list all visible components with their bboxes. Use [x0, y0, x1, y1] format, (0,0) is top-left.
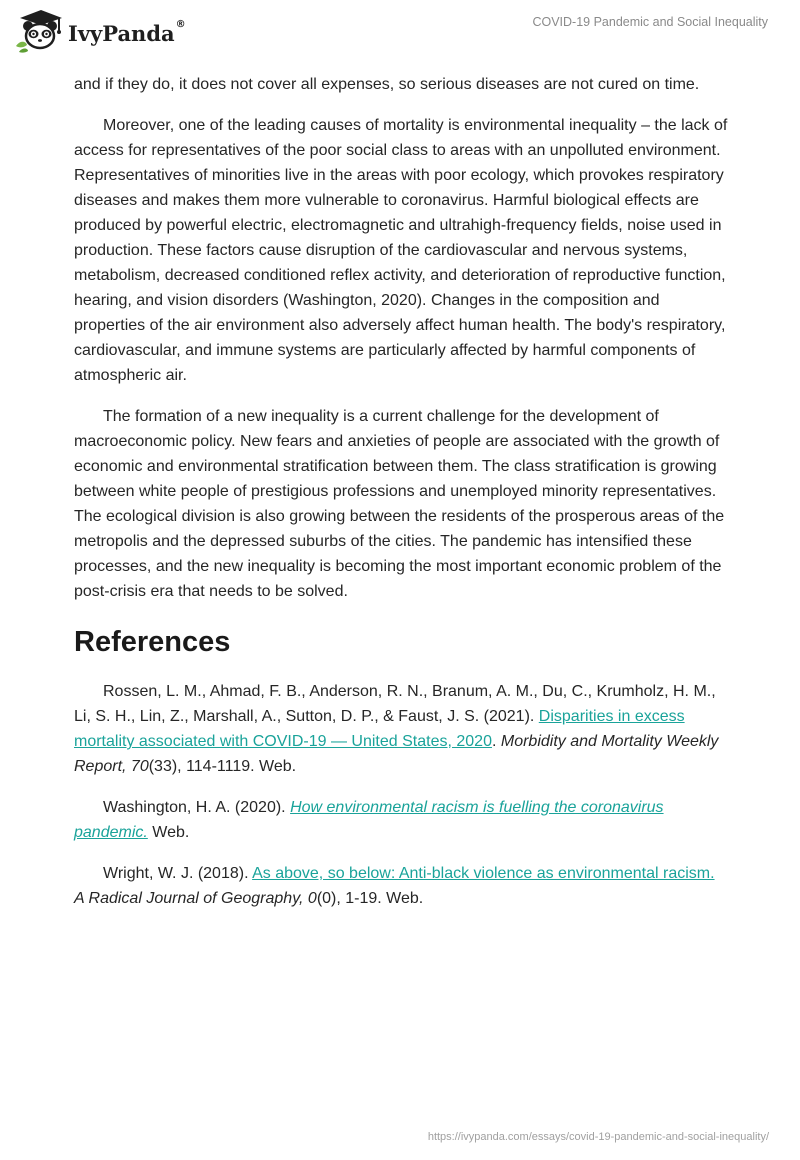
reference-link-disparities[interactable]: Disparities in excess mortality associated with COVID-19 — United States, 2020: [74, 708, 685, 750]
reference-text: Web.: [147, 824, 190, 841]
reference-link-environmental-racism[interactable]: How environmental racism is fuelling the coronavirus pandemic.: [74, 799, 664, 841]
reference-journal: A Radical Journal of Geography, 0: [74, 890, 317, 907]
reference-text: Wright, W. J. (2018).: [103, 865, 253, 882]
panda-graduate-logo-icon: [14, 9, 66, 53]
reference-item-wright: [74, 861, 729, 911]
ivypanda-logo[interactable]: [14, 9, 186, 53]
reference-text: Rossen, L. M., Ahmad, F. B., Anderson, R. N., Branum, A. M., Du, C., Krumholz, H. M., Li, S. H., Lin, Z., Marshall, A., Sutton, D. P., & Faust, J. S. (2021).: [74, 683, 716, 725]
paragraph-new-inequality: The formation of a new inequality is a current challenge for the development of macroeconomic policy. New fears and anxieties of people are associated with the growth of economic and environmental stratification between them. The class stratification is growing between white people of prestigious professions and unemployed minority representatives. The ecological division is also growing between the residents of the prosperous areas of the metropolis and the depressed suburbs of the cities. The pandemic has intensified these processes, and the new inequality is becoming the most important economic problem of the post-crisis era that needs to be solved.: [74, 408, 725, 600]
reference-item-washington: [74, 795, 729, 845]
reference-link-as-above-so-below[interactable]: As above, so below: Anti-black violence as environmental racism.: [252, 865, 715, 882]
logo-text: IvyPanda: [68, 20, 175, 46]
essay-content: [74, 72, 729, 927]
logo-wordmark: [68, 18, 186, 46]
reference-item-rossen: [74, 679, 729, 779]
paragraph-continued: and if they do, it does not cover all expenses, so serious diseases are not cured on time.: [74, 76, 700, 93]
reference-text: .: [491, 733, 501, 750]
reference-text: (33), 114-1119. Web.: [148, 758, 297, 775]
references-heading: References: [74, 626, 231, 658]
reference-text: (0), 1-19. Web.: [316, 890, 424, 907]
footer-url[interactable]: https://ivypanda.com/essays/covid-19-pandemic-and-social-inequality/: [427, 1131, 769, 1143]
page-header: [0, 0, 800, 64]
paragraph-environmental-inequality: Moreover, one of the leading causes of mortality is environmental inequality – the lack of access for representatives of the poor social class to areas with an unpolluted environment. Representatives of minorities live in the areas with poor ecology, which provokes respiratory diseases and makes them more vulnerable to coronavirus. Harmful biological effects are produced by powerful electric, electromagnetic and ultrahigh-frequency fields, noise used in production. These factors cause disruption of the cardiovascular and nervous systems, metabolism, decreased conditioned reflex activity, and deterioration of reproductive function, hearing, and vision disorders (Washington, 2020). Changes in the composition and properties of the air environment also adversely affect human health. The body's respiratory, cardiovascular, and immune systems are particularly affected by harmful components of atmospheric air.: [74, 117, 728, 384]
reference-text: Washington, H. A. (2020).: [103, 799, 291, 816]
document-title: COVID-19 Pandemic and Social Inequality: [532, 15, 768, 29]
reference-journal: Morbidity and Mortality Weekly Report, 70: [74, 733, 719, 775]
registered-mark: ®: [175, 18, 186, 30]
